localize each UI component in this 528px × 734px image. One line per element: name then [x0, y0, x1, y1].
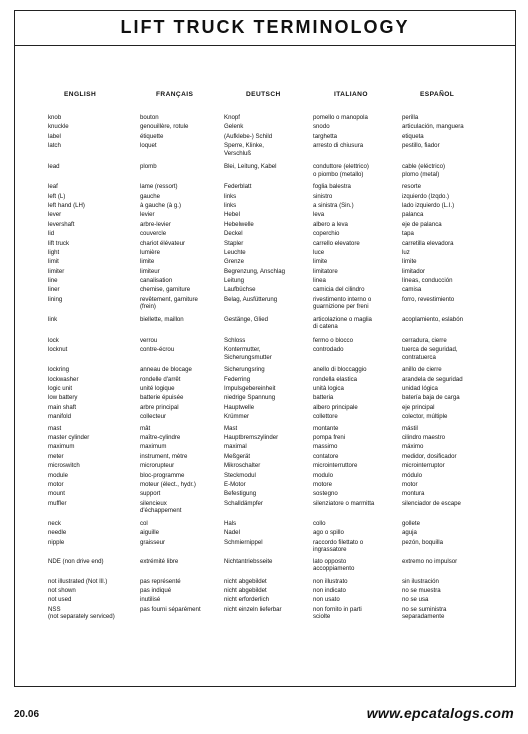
cell-deutsch: Leuchte [224, 248, 246, 256]
cell-francais: arbre principal [140, 403, 179, 411]
table-row [0, 481, 528, 490]
cell-francais: support [140, 490, 161, 498]
cell-francais: lame (ressort) [140, 183, 178, 191]
table-row [0, 183, 528, 192]
table-row [0, 587, 528, 596]
cell-english: mast [48, 424, 62, 432]
table-row [0, 606, 528, 623]
cell-deutsch: Leitung [224, 277, 244, 285]
cell-deutsch: Hals [224, 519, 237, 527]
table-row [0, 316, 528, 333]
cell-espanol: lado izquierdo (L.I.) [402, 201, 455, 209]
cell-espanol: anillo de cierre [402, 366, 442, 374]
cell-english: low battery [48, 394, 78, 402]
cell-italiano: collettore [313, 413, 338, 421]
cell-english: not shown [48, 586, 76, 594]
cell-english: lockring [48, 366, 69, 374]
cell-italiano: camicia del cilindro [313, 286, 365, 294]
cell-italiano: arresto di chiusura [313, 142, 364, 150]
header-english: ENGLISH [64, 91, 97, 98]
cell-english: master cylinder [48, 433, 90, 441]
cell-espanol: mástil [402, 424, 418, 432]
cell-italiano: sostegno [313, 490, 338, 498]
cell-italiano: silenziatore o marmitta [313, 499, 375, 507]
cell-deutsch: Impulsgebereinheit [224, 385, 276, 393]
cell-francais: biellette, maillon [140, 315, 184, 323]
cell-italiano: luce [313, 248, 325, 256]
table-row [0, 202, 528, 211]
cell-deutsch: Gelenk [224, 123, 244, 131]
cell-deutsch: Grenze [224, 258, 244, 266]
cell-deutsch: Hebelwelle [224, 220, 254, 228]
cell-english: limit [48, 258, 59, 266]
cell-italiano: microinterruttore [313, 462, 358, 470]
table-row [0, 114, 528, 123]
cell-francais: mât [140, 424, 151, 432]
header-francais: FRANÇAIS [156, 91, 194, 98]
cell-francais: pas fourni séparément [140, 605, 201, 613]
cell-francais: rondelle d'arrêt [140, 375, 181, 383]
cell-italiano: non indicato [313, 586, 346, 594]
cell-deutsch: Hebel [224, 211, 240, 219]
table-row [0, 142, 528, 159]
cell-english: NDE (non drive end) [48, 557, 104, 565]
cell-espanol: silenciador de escape [402, 499, 461, 507]
cell-italiano: carrello elevatore [313, 239, 360, 247]
cell-deutsch: Kontermutter, Sicherungsmutter [224, 346, 272, 361]
cell-espanol: no se muestra [402, 586, 441, 594]
table-row [0, 277, 528, 286]
cell-espanol: colector, múltiple [402, 413, 448, 421]
cell-english: label [48, 132, 61, 140]
cell-english: meter [48, 452, 64, 460]
cell-italiano: montante [313, 424, 339, 432]
cell-english: lift truck [48, 239, 69, 247]
cell-francais: maître-cylindre [140, 433, 181, 441]
cell-francais: anneau de blocage [140, 366, 192, 374]
cell-english: link [48, 315, 58, 323]
cell-italiano: articolazione o maglia di catena [313, 315, 372, 331]
table-row [0, 296, 528, 313]
cell-english: neck [48, 519, 61, 527]
cell-deutsch: links [224, 201, 237, 209]
cell-deutsch: Knopf [224, 114, 240, 121]
cell-deutsch: Stapler [224, 239, 244, 247]
cell-francais: levier [140, 211, 155, 219]
cell-espanol: acoplamiento, eslabón [402, 315, 463, 323]
table-row [0, 337, 528, 346]
table-row [0, 163, 528, 180]
table-row [0, 500, 528, 517]
cell-espanol: motor [402, 480, 418, 488]
cell-francais: graisseur [140, 538, 166, 546]
cell-english: lining [48, 295, 63, 303]
cell-francais: chariot élévateur [140, 239, 186, 247]
cell-espanol: tapa [402, 230, 414, 238]
cell-italiano: foglia balestra [313, 183, 351, 191]
cell-italiano: conduttore (elettrico) o piombo (metallo) [313, 163, 369, 178]
cell-italiano: batteria [313, 394, 334, 402]
cell-francais: collecteur [140, 413, 167, 421]
cell-deutsch: nicht abgebildet [224, 577, 267, 585]
cell-deutsch: links [224, 192, 237, 200]
cell-espanol: no se suministra separadamente [402, 605, 447, 621]
cell-deutsch: Deckel [224, 230, 243, 238]
page-title: LIFT TRUCK TERMINOLOGY [120, 17, 410, 37]
cell-espanol: arandela de seguridad [402, 375, 463, 383]
cell-deutsch: nicht abgebildet [224, 586, 267, 594]
cell-italiano: contatore [313, 452, 339, 460]
cell-italiano: non usato [313, 596, 340, 604]
cell-francais: limiteur [140, 267, 160, 275]
cell-english: motor [48, 480, 64, 488]
cell-francais: lumière [140, 248, 160, 256]
cell-italiano: targhetta [313, 132, 338, 140]
cell-francais: plomb [140, 163, 157, 171]
cell-espanol: pezón, boquilla [402, 538, 443, 546]
cell-deutsch: Steckmodul [224, 471, 256, 479]
cell-deutsch: nicht einzeln lieferbar [224, 605, 282, 613]
cell-deutsch: Schmiernippel [224, 538, 263, 546]
cell-francais: couvercle [140, 230, 167, 238]
table-row [0, 558, 528, 575]
cell-deutsch: (Aufklebe-) Schild [224, 132, 273, 140]
cell-francais: extrémité libre [140, 557, 179, 565]
table-row [0, 211, 528, 220]
cell-espanol: limitador [402, 267, 426, 275]
cell-francais: col [140, 519, 148, 527]
cell-espanol: cable (eléctrico) plomo (metal) [402, 163, 446, 178]
header-italiano: ITALIANO [334, 91, 368, 98]
cell-english: lead [48, 163, 60, 171]
cell-italiano: linea [313, 277, 326, 285]
cell-english: microswitch [48, 462, 80, 470]
cell-english: limiter [48, 267, 65, 275]
cell-italiano: pompa freni [313, 433, 346, 441]
cell-francais: bouton [140, 114, 159, 121]
cell-english: lockwasher [48, 375, 79, 383]
cell-francais: instrument, mètre [140, 452, 188, 460]
cell-italiano: sinistro [313, 192, 333, 200]
column-headers [0, 91, 528, 103]
cell-espanol: medidor, dosificador [402, 452, 457, 460]
cell-italiano: non illustrato [313, 577, 348, 585]
cell-english: logic unit [48, 385, 73, 393]
cell-espanol: izquierdo (Izqdo.) [402, 192, 450, 200]
cell-english: lever [48, 211, 62, 219]
cell-francais: pas indiqué [140, 586, 172, 594]
cell-english: left hand (LH) [48, 201, 85, 209]
cell-espanol: límite [402, 258, 417, 266]
table-row [0, 453, 528, 462]
cell-deutsch: niedrige Spannung [224, 394, 276, 402]
cell-espanol: forro, revestimiento [402, 295, 455, 303]
cell-deutsch: Laufbüchse [224, 286, 256, 294]
cell-english: needle [48, 529, 67, 537]
cell-espanol: tuerca de seguridad, contratuerca [402, 346, 458, 361]
cell-italiano: a sinistra (Sin.) [313, 201, 354, 209]
table-row [0, 123, 528, 132]
cell-espanol: sin ilustración [402, 577, 439, 585]
table-row [0, 443, 528, 452]
table-row [0, 596, 528, 605]
cell-deutsch: Nichtantriebsseite [224, 557, 273, 565]
cell-english: knuckle [48, 123, 69, 131]
cell-english: module [48, 471, 68, 479]
cell-espanol: pestillo, fiador [402, 142, 440, 150]
cell-italiano: limitatore [313, 267, 338, 275]
table-row [0, 425, 528, 434]
cell-italiano: controdado [313, 346, 344, 354]
cell-francais: batterie épuisée [140, 394, 184, 402]
cell-italiano: leva [313, 211, 325, 219]
table-row [0, 394, 528, 403]
cell-english: line [48, 277, 58, 285]
cell-espanol: aguja [402, 529, 417, 537]
header-deutsch: DEUTSCH [246, 91, 281, 98]
cell-espanol: camisa [402, 286, 422, 294]
cell-english: not illustrated (Not Ill.) [48, 577, 108, 585]
table-row [0, 413, 528, 422]
cell-italiano: motore [313, 480, 332, 488]
cell-espanol: montura [402, 490, 425, 498]
cell-english: left (L) [48, 192, 66, 200]
cell-francais: étiquette [140, 132, 164, 140]
cell-italiano: lato opposto accoppiamento [313, 557, 355, 573]
cell-italiano: non fornito in parti sciolte [313, 605, 362, 621]
cell-deutsch: Befestigung [224, 490, 257, 498]
cell-espanol: microinterruptor [402, 462, 445, 470]
cell-italiano: snodo [313, 123, 330, 131]
cell-english: not used [48, 596, 72, 604]
cell-italiano: albero principale [313, 403, 358, 411]
cell-italiano: raccordo filettato o ingrassatore [313, 538, 364, 554]
table-row [0, 258, 528, 267]
cell-francais: arbre-levier [140, 220, 171, 228]
table-row [0, 539, 528, 556]
cell-deutsch: Begrenzung, Anschlag [224, 267, 285, 275]
cell-deutsch: Federring [224, 375, 251, 383]
cell-italiano: fermo o blocco [313, 336, 353, 344]
table-row [0, 221, 528, 230]
cell-english: leaf [48, 183, 58, 191]
cell-english: nipple [48, 538, 65, 546]
cell-english: manifold [48, 413, 72, 421]
cell-italiano: modulo [313, 471, 333, 479]
cell-francais: bloc-programme [140, 471, 185, 479]
terminology-table [0, 114, 528, 623]
cell-espanol: módulo [402, 471, 422, 479]
table-row [0, 529, 528, 538]
table-row [0, 490, 528, 499]
header-espanol: ESPAÑOL [420, 91, 455, 98]
cell-espanol: cerradura, cierre [402, 336, 447, 344]
cell-francais: chemise, garniture [140, 286, 191, 294]
cell-deutsch: Sicherungsring [224, 366, 265, 374]
cell-english: knob [48, 114, 62, 121]
cell-italiano: rivestimento interno o guarnizione per freni [313, 295, 372, 311]
cell-deutsch: Schloss [224, 336, 246, 344]
cell-deutsch: Hauptwelle [224, 403, 255, 411]
cell-english: latch [48, 142, 61, 150]
cell-deutsch: Hauptbremszylinder [224, 433, 279, 441]
cell-italiano: unità logica [313, 385, 344, 393]
page-number: 20.06 [14, 709, 40, 720]
cell-espanol: articulación, manguera [402, 123, 464, 131]
table-row [0, 520, 528, 529]
cell-espanol: no se usa [402, 596, 429, 604]
cell-francais: pas représenté [140, 577, 181, 585]
cell-english: lid [48, 230, 55, 238]
cell-italiano: rondella elastica [313, 375, 358, 383]
cell-francais: genouillère, rotule [140, 123, 189, 131]
cell-deutsch: Schalldämpfer [224, 499, 263, 507]
cell-deutsch: Mikroschalter [224, 462, 261, 470]
table-row [0, 404, 528, 413]
cell-francais: contre-écrou [140, 346, 175, 354]
cell-francais: canalisation [140, 277, 173, 285]
cell-english: muffler [48, 499, 67, 507]
table-row [0, 462, 528, 471]
site-watermark: www.epcatalogs.com [366, 705, 514, 721]
cell-italiano: coperchio [313, 230, 340, 238]
cell-deutsch: E-Motor [224, 480, 246, 488]
cell-espanol: extremo no impulsor [402, 557, 458, 565]
table-row [0, 240, 528, 249]
title-box [14, 10, 516, 46]
cell-deutsch: Krümmer [224, 413, 250, 421]
cell-deutsch: Nadel [224, 529, 240, 537]
cell-italiano: collo [313, 519, 326, 527]
cell-francais: microrupteur [140, 462, 175, 470]
cell-espanol: gollete [402, 519, 420, 527]
cell-deutsch: nicht erforderlich [224, 596, 270, 604]
cell-espanol: eje principal [402, 403, 435, 411]
cell-francais: silencieux d'échappement [140, 499, 182, 515]
cell-italiano: limite [313, 258, 328, 266]
cell-francais: unité logique [140, 385, 175, 393]
cell-francais: inutilisé [140, 596, 161, 604]
cell-deutsch: Gestänge, Glied [224, 315, 269, 323]
cell-italiano: ago o spillo [313, 529, 344, 537]
cell-english: light [48, 248, 60, 256]
table-row [0, 249, 528, 258]
cell-francais: revêtement, garniture (frein) [140, 295, 198, 311]
table-row [0, 385, 528, 394]
cell-italiano: anello di bloccaggio [313, 366, 367, 374]
cell-espanol: etiqueta [402, 132, 424, 140]
cell-english: maximum [48, 443, 75, 451]
cell-espanol: resorte [402, 183, 421, 191]
table-row [0, 133, 528, 142]
table-row [0, 286, 528, 295]
cell-english: main shaft [48, 403, 77, 411]
cell-espanol: unidad lógica [402, 385, 438, 393]
cell-espanol: palanca [402, 211, 424, 219]
table-row [0, 346, 528, 363]
table-row [0, 366, 528, 375]
cell-espanol: máximo [402, 443, 424, 451]
cell-english: liner [48, 286, 60, 294]
table-row [0, 268, 528, 277]
cell-deutsch: Belag, Ausfütterung [224, 295, 278, 303]
cell-francais: aiguille [140, 529, 159, 537]
cell-espanol: líneas, conducción [402, 277, 453, 285]
cell-italiano: albero a leva [313, 220, 348, 228]
cell-english: mount [48, 490, 65, 498]
cell-english: NSS (not separately serviced) [48, 605, 115, 621]
cell-francais: loquet [140, 142, 157, 150]
cell-francais: limite [140, 258, 155, 266]
cell-francais: verrou [140, 336, 158, 344]
table-row [0, 472, 528, 481]
table-row [0, 434, 528, 443]
cell-espanol: cilindro maestro [402, 433, 446, 441]
cell-espanol: luz [402, 248, 410, 256]
cell-english: levershaft [48, 220, 75, 228]
cell-espanol: eje de palanca [402, 220, 442, 228]
cell-deutsch: Sperre, Klinke, Verschluß [224, 142, 264, 157]
cell-francais: gauche [140, 192, 160, 200]
cell-english: locknut [48, 346, 68, 354]
cell-english: lock [48, 336, 59, 344]
cell-francais: moteur (élect., hydr.) [140, 480, 196, 488]
cell-francais: à gauche (à g.) [140, 201, 181, 209]
cell-deutsch: Meßgerät [224, 452, 251, 460]
cell-deutsch: Mast [224, 424, 238, 432]
table-row [0, 193, 528, 202]
cell-italiano: pomello o manopola [313, 114, 368, 121]
cell-espanol: perilla [402, 114, 419, 121]
table-row [0, 376, 528, 385]
cell-deutsch: maximal [224, 443, 247, 451]
table-row [0, 230, 528, 239]
cell-espanol: carretilla elevadora [402, 239, 454, 247]
table-row [0, 578, 528, 587]
cell-francais: maximum [140, 443, 167, 451]
cell-deutsch: Blei, Leitung, Kabel [224, 163, 277, 171]
cell-italiano: massimo [313, 443, 338, 451]
cell-deutsch: Federblatt [224, 183, 252, 191]
cell-espanol: batería baja de carga [402, 394, 460, 402]
